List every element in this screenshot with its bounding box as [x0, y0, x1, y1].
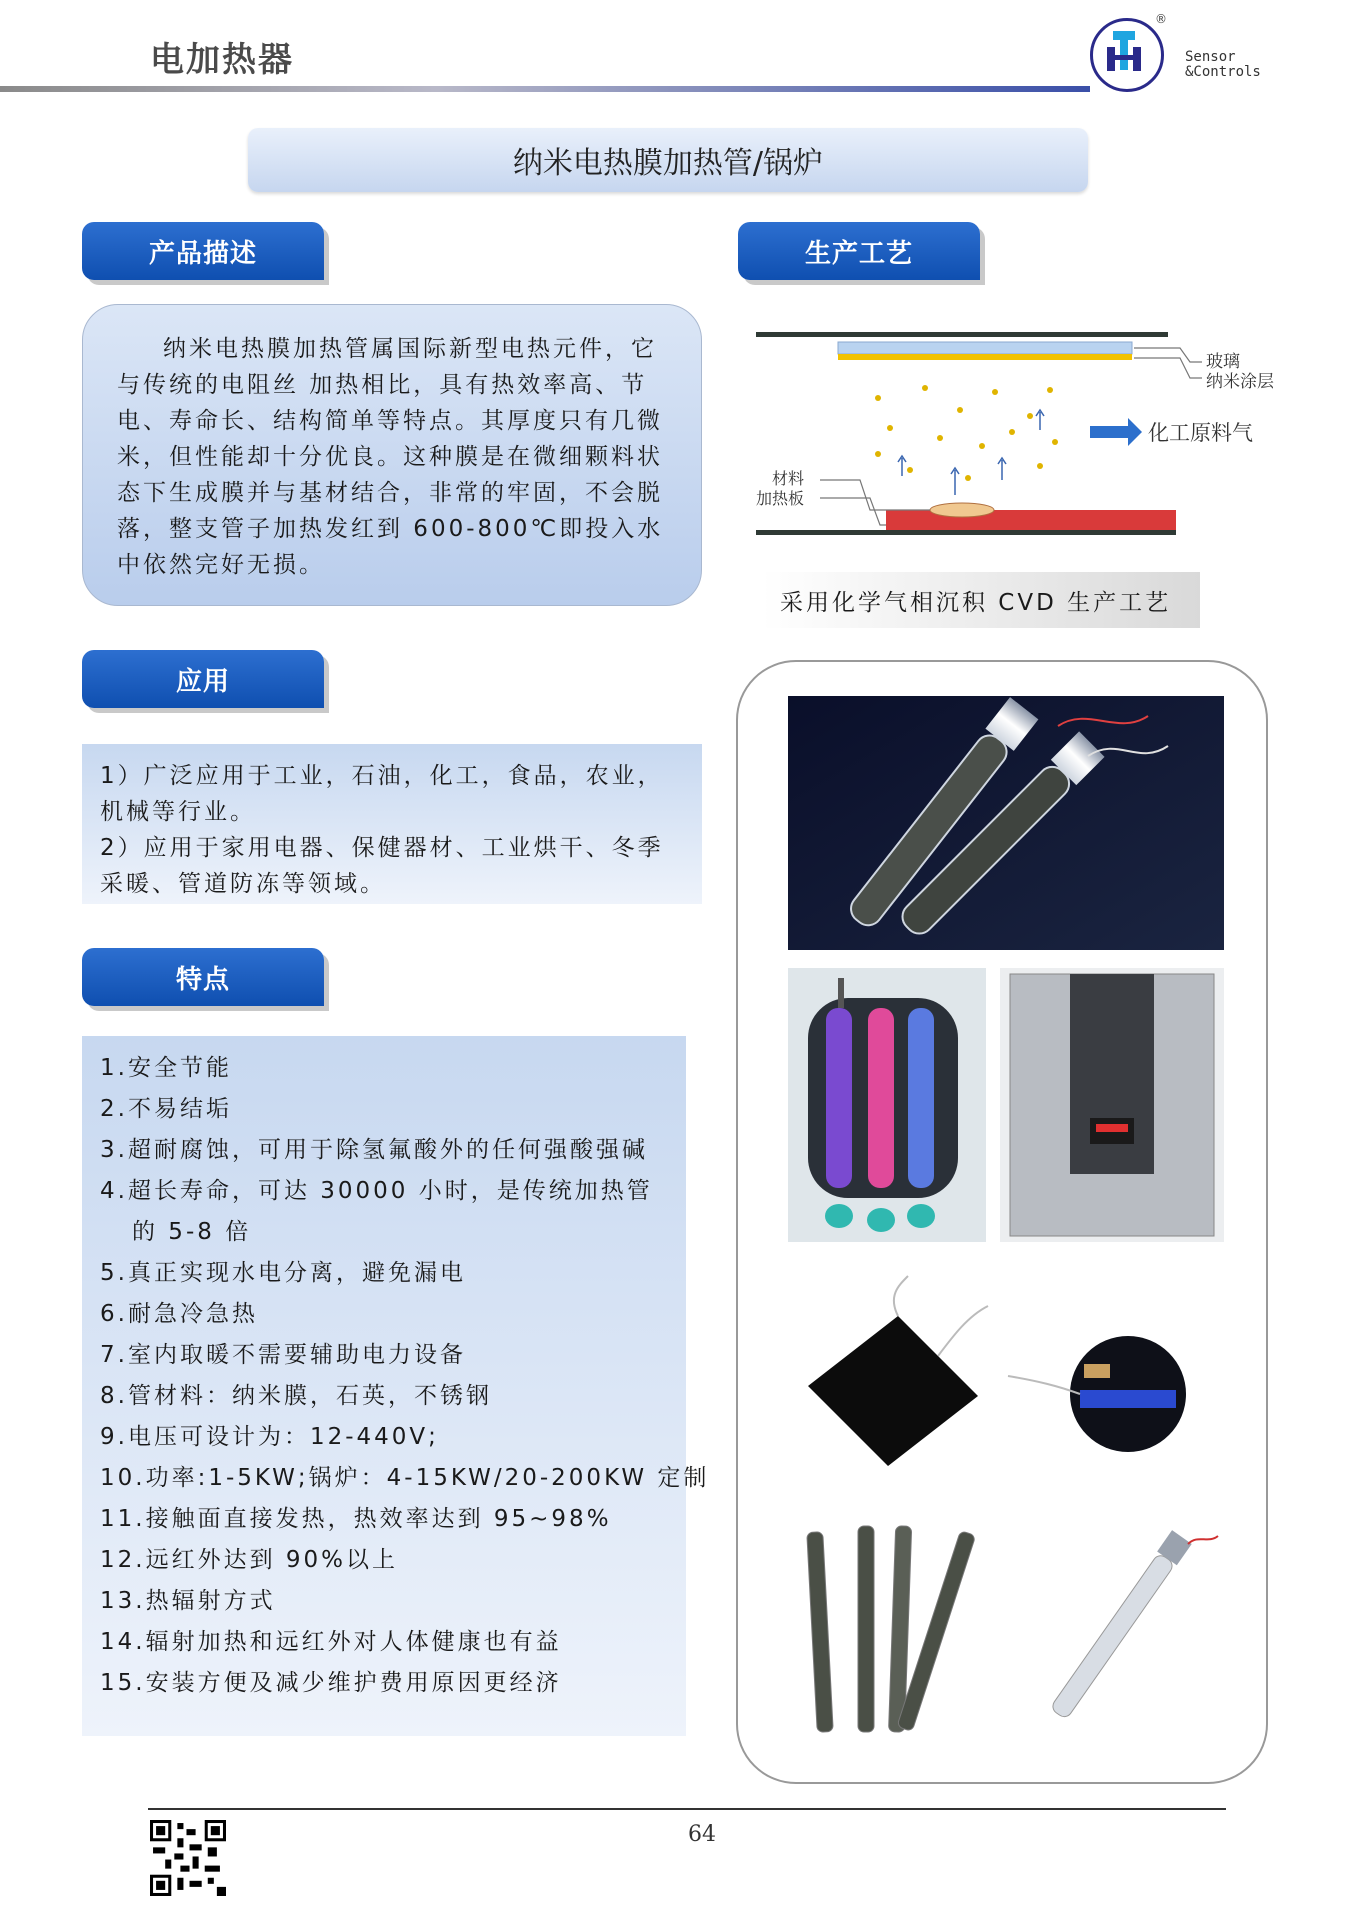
material-sample	[930, 503, 994, 517]
brand-line-1: Sensor	[1185, 49, 1236, 65]
section-heading-description: 产品描述	[82, 222, 324, 280]
tube-variants-photo	[788, 1514, 1224, 1750]
gas-inlet-arrow-icon	[1090, 418, 1142, 446]
feature-item: 7.室内取暖不需要辅助电力设备	[100, 1342, 466, 1368]
application-line: 1）广泛应用于工业，石油，化工，食品，农业，	[100, 763, 664, 789]
feature-item: 11.接触面直接发热，热效率达到 95~98%	[100, 1506, 612, 1532]
process-caption: 采用化学气相沉积 CVD 生产工艺	[762, 572, 1200, 628]
page-number: 64	[688, 1822, 716, 1847]
application-box	[82, 744, 702, 904]
feature-item: 10.功率:1-5KW;锅炉：4-15KW/20-200KW 定制	[100, 1465, 710, 1491]
header-rule	[0, 86, 1090, 92]
feature-item: 9.电压可设计为：12-440V;	[100, 1424, 439, 1450]
rising-arrows	[898, 410, 1044, 495]
feature-item: 8.管材料：纳米膜，石英，不锈钢	[100, 1383, 492, 1409]
section-heading-process: 生产工艺	[738, 222, 980, 280]
feature-item: 12.远红外达到 90%以上	[100, 1547, 399, 1573]
feature-item: 的 5-8 倍	[132, 1219, 252, 1245]
label-chemical-gas: 化工原料气	[1148, 421, 1253, 445]
section-heading-features: 特点	[82, 948, 324, 1006]
top-plate	[756, 332, 1168, 337]
description-text: 纳米电热膜加热管属国际新型电热元件，它与传统的电阻丝 加热相比，具有热效率高、节电、寿命长、结构简单等特点。其厚度只有几微米，但性能却十分优良。这种膜是在微细颗料状态下生成膜并与基材结合，非常的牢固，不会脱落，整支管子加热发红到 600-800℃即投入水中依然完好无损。	[117, 336, 664, 578]
brand-line-2: &Controls	[1185, 64, 1261, 80]
feature-item: 5.真正实现水电分离，避免漏电	[100, 1260, 466, 1286]
feature-item: 15.安装方便及减少维护费用原因更经济	[100, 1670, 562, 1696]
registered-mark: ®	[1155, 12, 1167, 26]
feature-item: 4.超长寿命，可达 30000 小时，是传统加热管	[100, 1178, 653, 1204]
section-heading-application: 应用	[82, 650, 324, 708]
logo-mark-icon	[1093, 21, 1155, 83]
application-line: 采暖、管道防冻等领域。	[100, 871, 386, 897]
feature-item: 2.不易结垢	[100, 1096, 232, 1122]
page-title: 纳米电热膜加热管/锅炉	[248, 128, 1088, 192]
boiler-tubes-photo	[788, 968, 986, 1242]
base-plate	[756, 530, 1176, 535]
heating-plate	[886, 510, 1176, 530]
cvd-process-diagram	[750, 320, 1280, 550]
qr-code-icon	[150, 1820, 226, 1896]
feature-item: 13.热辐射方式	[100, 1588, 276, 1614]
label-nano-coating: 纳米涂层	[1206, 372, 1274, 392]
heater-tubes-photo	[788, 696, 1224, 950]
heating-film-photo	[788, 1266, 1224, 1490]
footer-rule	[148, 1808, 1226, 1810]
brand-logo	[1090, 18, 1164, 92]
label-heating-plate: 加热板	[756, 489, 805, 508]
feature-item: 1.安全节能	[100, 1055, 232, 1081]
nano-coating-layer	[838, 354, 1132, 360]
leader-lines	[820, 348, 1202, 525]
label-material: 材料	[772, 469, 805, 488]
label-glass: 玻璃	[1206, 352, 1240, 372]
brand-name	[1185, 50, 1261, 80]
glass-layer	[838, 342, 1132, 354]
description-box	[82, 304, 702, 606]
feature-item: 3.超耐腐蚀，可用于除氢氟酸外的任何强酸强碱	[100, 1137, 648, 1163]
wall-boiler-photo	[1000, 968, 1224, 1242]
feature-item: 6.耐急冷急热	[100, 1301, 258, 1327]
product-photo-panel	[736, 660, 1268, 1784]
header-category: 电加热器	[150, 40, 294, 80]
application-line: 机械等行业。	[100, 799, 256, 825]
application-line: 2）应用于家用电器、保健器材、工业烘干、冬季	[100, 835, 664, 861]
feature-item: 14.辐射加热和远红外对人体健康也有益	[100, 1629, 562, 1655]
features-box	[82, 1036, 710, 1736]
